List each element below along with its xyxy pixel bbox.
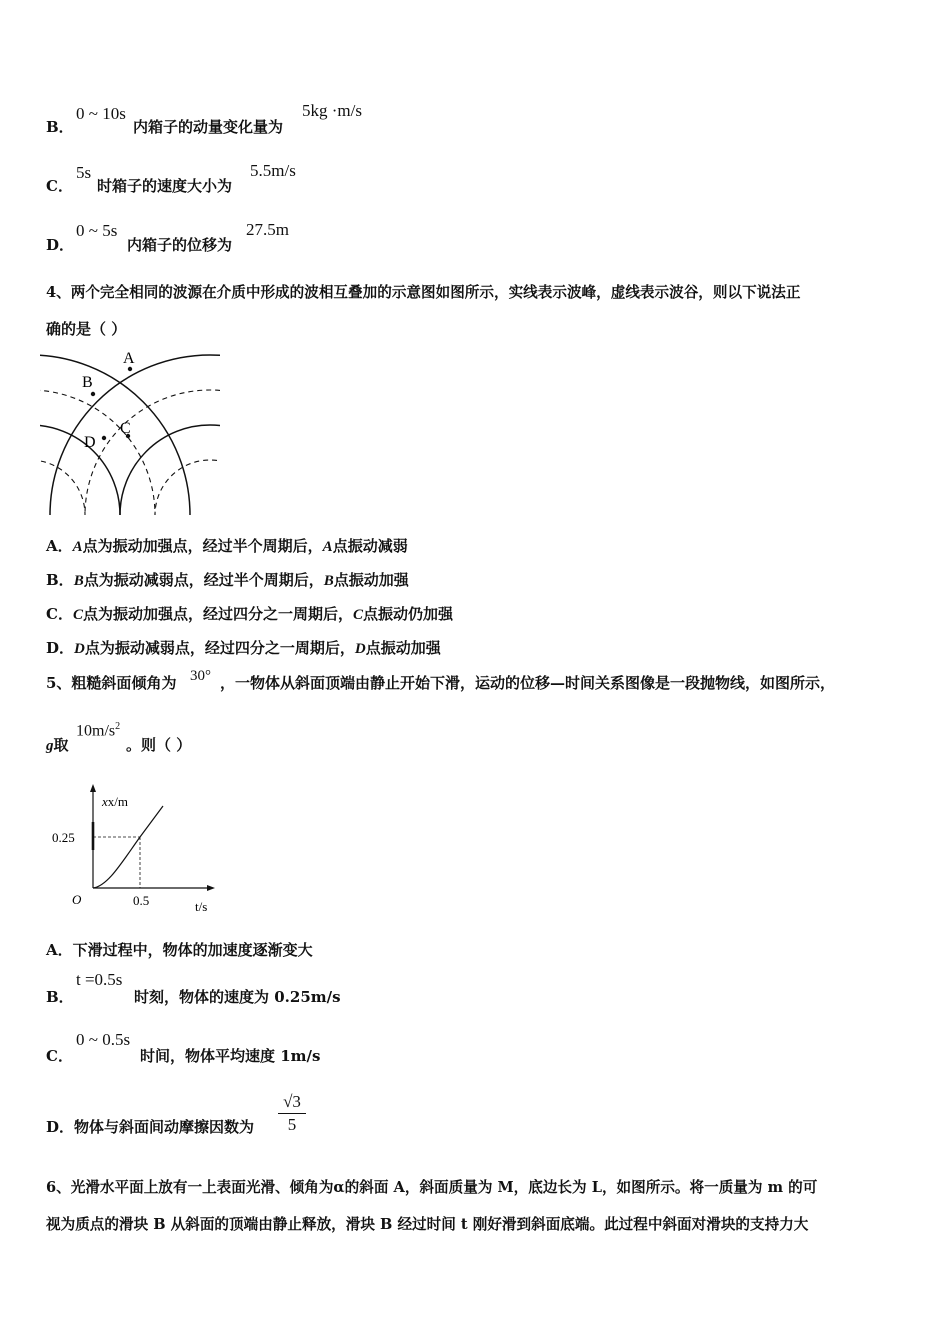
q5-g-value: $10m/s^2$ (76, 721, 121, 740)
q5-angle: 30° (190, 668, 211, 684)
q3-option-c-label: C． (46, 177, 73, 195)
fraction-denominator: 5 (287, 1115, 297, 1134)
y-axis-arrow (90, 784, 96, 792)
xt-graph (40, 782, 225, 917)
point-c-label: C (120, 420, 131, 437)
q5-g-line: g取 (46, 736, 69, 754)
point-b-dot (91, 392, 95, 396)
q5-stem-part1: 5、粗糙斜面倾角为 (46, 674, 177, 692)
q3-option-c-value: 5.5m/s (250, 161, 296, 180)
point-d-label: D (84, 434, 96, 451)
q5-option-a: A．下滑过程中，物体的加速度逐渐变大 (46, 941, 313, 959)
origin-label: O (72, 892, 82, 907)
q4-stem-line2: 确的是（ ） (46, 320, 127, 338)
point-b-label: B (82, 374, 93, 391)
x-axis-label: t/s (195, 899, 208, 914)
q5-option-c-text: 时间，物体平均速度 1m/s (140, 1047, 321, 1065)
crest-left-inner (120, 425, 220, 520)
y-axis-label: xx/m (102, 794, 129, 809)
q5-option-b-math: t =0.5s (76, 970, 123, 989)
q3-option-d-label: D． (46, 236, 75, 254)
q5-option-b-text: 时刻，物体的速度为 0.25m/s (134, 988, 341, 1006)
q3-option-d-value: 27.5m (246, 220, 289, 239)
xt-curve (93, 806, 163, 888)
q5-option-d-label: D．物体与斜面间动摩擦因数为 (46, 1118, 255, 1136)
q3-option-b-value: 5kg ·m/s (302, 101, 362, 120)
q5-option-d-fraction (278, 1092, 306, 1135)
wave-interference-figure (40, 345, 220, 520)
q3-option-b-math: 0 ~ 10s (76, 104, 126, 123)
q3-option-b-label: B． (46, 118, 74, 136)
point-d-dot (102, 436, 106, 440)
y-tick-label: 0.25 (52, 830, 75, 845)
q5-g-end: 。则（ ） (126, 736, 192, 754)
crest-right-outer (40, 355, 190, 520)
q5-option-b-label: B． (46, 988, 74, 1006)
q4-option-a: A．A点为振动加强点，经过半个周期后，A点振动减弱 (46, 537, 408, 555)
x-tick-label: 0.5 (133, 893, 150, 908)
fraction-numerator: √3 (283, 1092, 301, 1111)
q5-option-c-label: C． (46, 1047, 73, 1065)
point-a-dot (128, 367, 132, 371)
q6-stem-line1: 6、光滑水平面上放有一上表面光滑、倾角为α的斜面 A，斜面质量为 M，底边长为 L，如图所示。将一质量为 m 的可 (46, 1179, 818, 1196)
crest-right-inner (40, 425, 120, 520)
q4-option-b: B．B点为振动减弱点，经过半个周期后，B点振动加强 (46, 571, 409, 589)
q3-option-d-text: 内箱子的位移为 (127, 236, 233, 254)
q4-option-d: D．D点为振动减弱点，经过四分之一周期后，D点振动加强 (46, 639, 441, 657)
q3-option-d-math: 0 ~ 5s (76, 221, 118, 240)
trough-left-1 (85, 390, 220, 520)
q3-option-b-text: 内箱子的动量变化量为 (133, 118, 284, 136)
q4-stem-line1: 4、两个完全相同的波源在介质中形成的波相互叠加的示意图如图所示，实线表示波峰，虚线表示波谷，则以下说法正 (46, 284, 801, 301)
q3-option-c-text: 时箱子的速度大小为 (97, 177, 233, 195)
q3-option-c-math: 5s (76, 163, 92, 182)
trough-right-2 (40, 460, 85, 520)
q5-stem-part2: ，一物体从斜面顶端由静止开始下滑，运动的位移—时间关系图像是一段抛物线，如图所示， (220, 674, 836, 692)
point-a-label: A (123, 350, 135, 367)
q5-option-c-math: 0 ~ 0.5s (76, 1030, 131, 1049)
q6-stem-line2: 视为质点的滑块 B 从斜面的顶端由静止释放，滑块 B 经过时间 t 刚好滑到斜面底端。此过程中斜面对滑块的支持力大 (46, 1216, 809, 1233)
x-axis-arrow (207, 885, 215, 891)
q4-option-c: C．C点为振动加强点，经过四分之一周期后，C点振动仍加强 (46, 605, 454, 623)
